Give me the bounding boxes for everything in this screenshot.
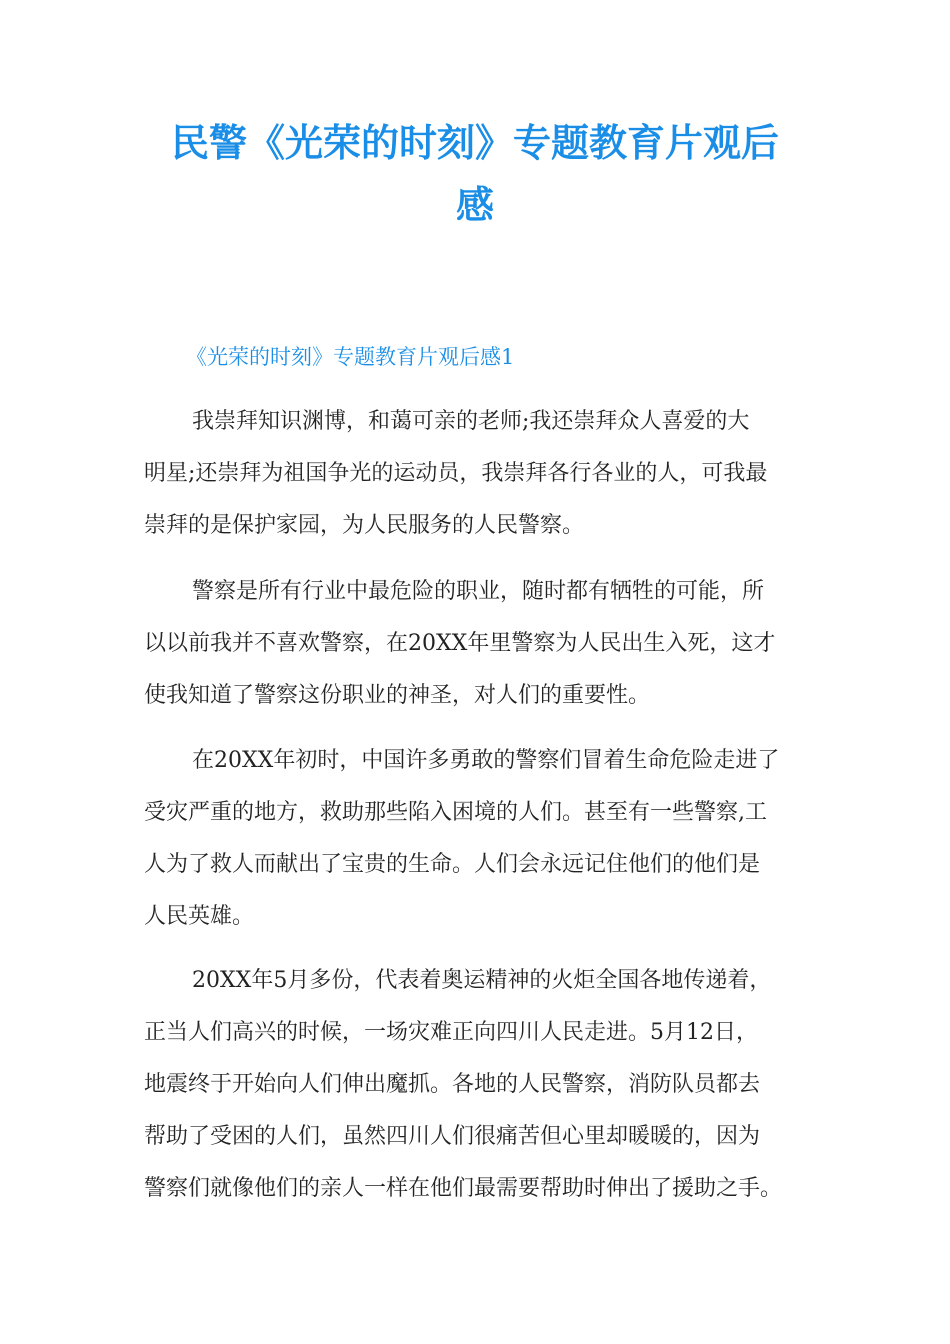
section-heading: 《光荣的时刻》专题教育片观后感1 xyxy=(186,345,515,369)
document-title xyxy=(120,112,830,236)
paragraph-line: 以以前我并不喜欢警察，在20XX年里警察为人民出生入死，这才 xyxy=(144,631,776,656)
paragraph-line: 受灾严重的地方，救助那些陷入困境的人们。甚至有一些警察,工 xyxy=(144,800,767,825)
paragraph-line: 崇拜的是保护家园，为人民服务的人民警察。 xyxy=(144,513,585,538)
paragraph-line: 使我知道了警察这份职业的神圣，对人们的重要性。 xyxy=(144,683,651,708)
paragraph xyxy=(144,396,824,552)
paragraph-line: 正当人们高兴的时候，一场灾难正向四川人民走进。5月12日， xyxy=(144,1020,758,1045)
paragraph-line: 人为了救人而献出了宝贵的生命。人们会永远记住他们的他们是 xyxy=(144,852,761,877)
paragraph-line: 明星;还崇拜为祖国争光的运动员，我崇拜各行各业的人，可我最 xyxy=(144,461,768,486)
paragraph-line: 警察们就像他们的亲人一样在他们最需要帮助时伸出了援助之手。 xyxy=(144,1176,783,1201)
paragraph xyxy=(144,735,824,943)
title-line: 民警《光荣的时刻》专题教育片观后 xyxy=(170,121,779,165)
paragraph-line: 帮助了受困的人们，虽然四川人们很痛苦但心里却暖暖的，因为 xyxy=(144,1124,761,1149)
paragraph xyxy=(144,566,824,722)
paragraph-line: 我崇拜知识渊博，和蔼可亲的老师;我还崇拜众人喜爱的大 xyxy=(192,409,750,434)
paragraph-line: 人民英雄。 xyxy=(144,904,255,929)
paragraph-line: 警察是所有行业中最危险的职业，随时都有牺牲的可能，所 xyxy=(192,579,765,604)
paragraph xyxy=(144,955,824,1215)
title-line: 感 xyxy=(455,183,494,227)
paragraph-line: 地震终于开始向人们伸出魔抓。各地的人民警察，消防队员都去 xyxy=(144,1072,761,1097)
paragraph-line: 在20XX年初时，中国许多勇敢的警察们冒着生命危险走进了 xyxy=(192,748,780,773)
paragraph-line: 20XX年5月多份，代表着奥运精神的火炬全国各地传递着， xyxy=(192,968,772,993)
